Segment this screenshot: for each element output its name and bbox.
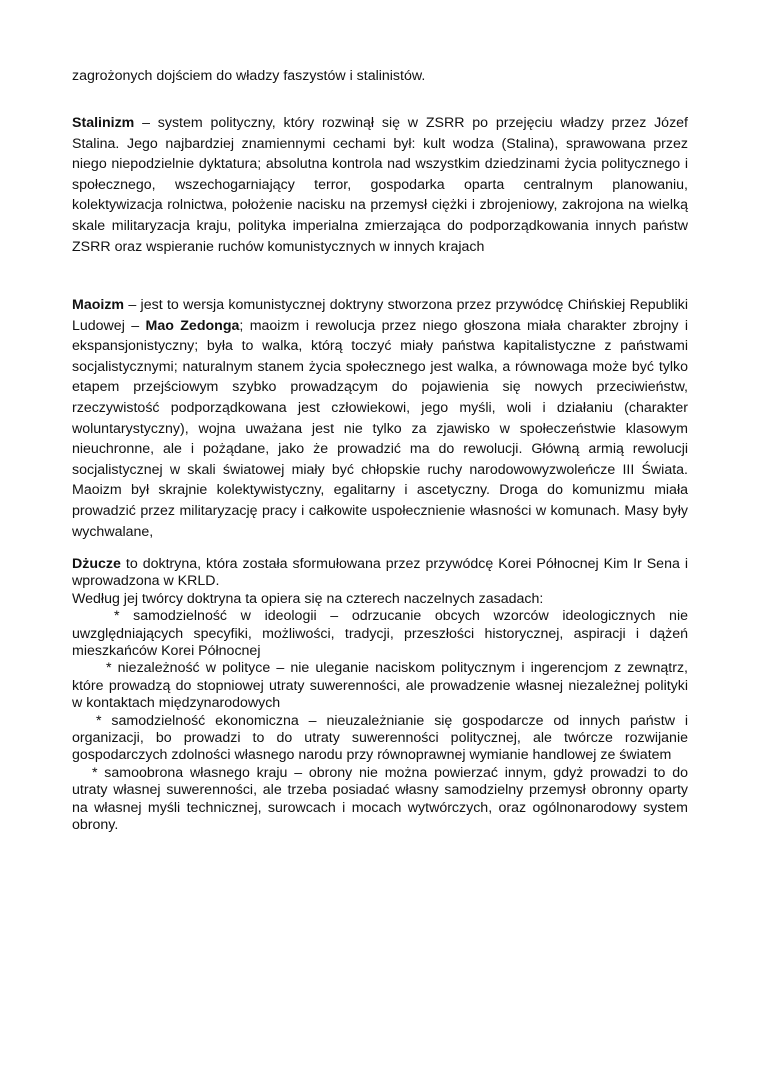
juche-paragraph (72, 556, 688, 591)
maoism-text-a: – jest to wersja komunistycznej doktryny stworzona przez przywódcę Chińskiej Republiki Ludowej – (72, 297, 688, 334)
maoism-leader: Mao Zedonga (145, 317, 240, 334)
maoism-term: Maoizm (72, 297, 125, 313)
juche-principle-defense: * samoobrona własnego kraju – obrony nie można powierzać innym, gdyż prowadzi to do utraty własnej suwerenności, ale trzeba posiadać własny samodzielny przemysł obronny oparty na własnej myśli technicznej, surowcach i mocach wytwórczych, oraz ogólnonarodowy system obrony. (72, 764, 688, 834)
stalinism-paragraph (72, 113, 688, 257)
stalinism-term: Stalinizm (72, 115, 135, 131)
juche-text: to doktryna, która została sformułowana przez przywódcę Korei Północnej Kim Ir Sena i wprowadzona w KRLD. (72, 556, 688, 590)
maoism-text-b: ; maoizm i rewolucja przez niego głoszona miała charakter zbrojny i ekspansjonistyczny; była to walka, którą toczyć miały państwa kapitalistyczne z państwami socjalistycznymi; naturalnym stanem życia społecznego jest walka, a równowaga może być tylko etapem przejściowym szybko prowadzącym do pojawienia się nowych przeciwieństw, rzeczywistość podporządkowana jest człowiekowi, jego myśli, woli i działaniu (charakter woluntarystyczny), wojna uważana jest nie tylko za zjawisko w społeczeństwie klasowym nieuchronne, ale i pożądane, jako że prowadzić ma do rewolucji. Główną armią rewolucji socjalistycznej w skali światowej miały być chłopskie ruchy narodowowyzwoleńcze III Świata. Maoizm był skrajnie kolektywistyczny, egalitarny i ascetyczny. Droga do komunizmu miała prowadzić przez militaryzację pracy i całkowite uspołecznienie własności w komunach. Masy były wychwalane, (72, 317, 689, 540)
maoism-paragraph (72, 295, 688, 542)
intro-text: zagrożonych dojściem do władzy faszystów i stalinistów. (72, 68, 426, 84)
juche-principle-ideology: * samodzielność w ideologii – odrzucanie obcych wzorców ideologicznych nie uwzględniających specyfiki, możliwości, tradycji, przeszłości historycznej, aspiracji i dążeń mieszkańców Korei Północnej (72, 608, 688, 660)
juche-principle-economy: * samodzielność ekonomiczna – nieuzależnianie się gospodarcze od innych państw i organizacji, bo prowadzi to do utraty suwerenności politycznej, ale twórcze rozwijanie gospodarczych zdolności własnego narodu przy równoprawnej wymianie handlowej ze światem (72, 712, 688, 764)
intro-line (72, 66, 688, 87)
juche-principles-intro: Według jej twórcy doktryna ta opiera się na czterech naczelnych zasadach: (72, 590, 544, 607)
juche-section (72, 556, 688, 835)
stalinism-text: – system polityczny, który rozwinął się w ZSRR po przejęciu władzy przez Józef Stalina. Jego najbardziej znamiennymi cechami był: kult wodza (Stalina), sprawowana przez niego niepodzielnie dyktatura; absolutna kontrola nad wszystkim dziedzinami życia politycznego i społecznego, wszechogarniający terror, gospodarka oparta centralnym planowaniu, kolektywizacja rolnictwa, położenie nacisku na przemysł ciężki i zbrojeniowy, zakrojona na wielką skale militaryzacja kraju, polityka imperialna zmierzająca do podporządkowania innych państw ZSRR oraz wspieranie ruchów komunistycznych w innych krajach (72, 115, 688, 255)
juche-term: Dżucze (72, 556, 121, 572)
juche-principle-politics: * niezależność w polityce – nie uleganie naciskom politycznym i ingerencjom z zewnątrz, które prowadzą do stopniowej utraty suwerenności, ale prowadzenie własnej niezależnej polityki w kontaktach międzynarodowych (72, 660, 688, 712)
